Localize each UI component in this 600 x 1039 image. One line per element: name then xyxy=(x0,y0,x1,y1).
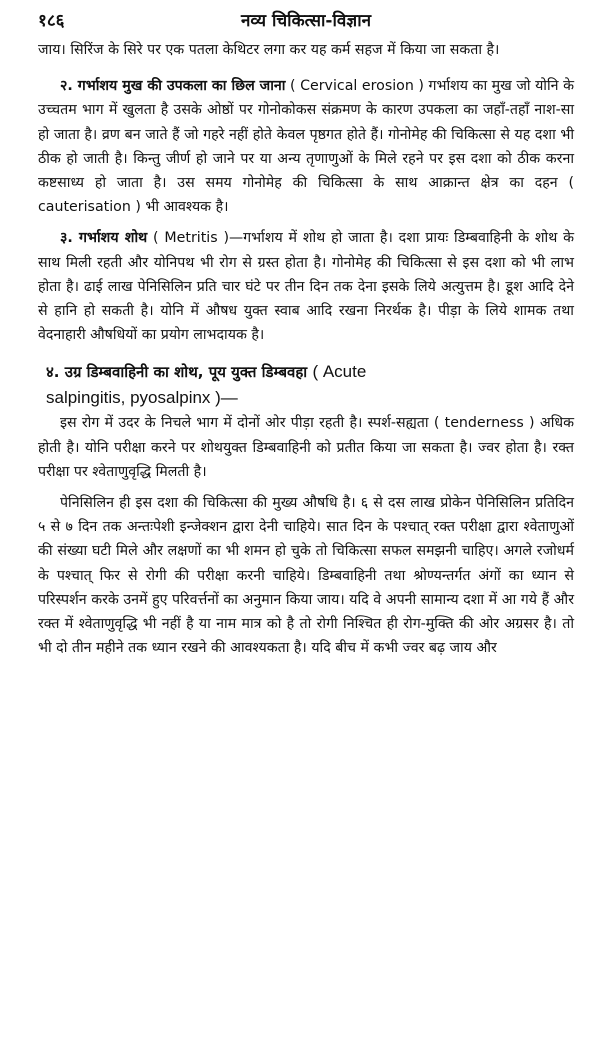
paragraph-catheter xyxy=(38,38,574,62)
section-heading: २. गर्भाशय मुख की उपकला का छिल जाना xyxy=(60,78,286,95)
running-title: नव्य चिकित्सा-विज्ञान xyxy=(240,11,372,31)
paragraph-text: जाय। सिरिंज के सिरे पर एक पतला केथिटर लगा कर यह कर्म सहज में किया जा सकता है। xyxy=(38,42,500,58)
section-heading-latin-1: ( Acute xyxy=(312,362,367,382)
section-heading xyxy=(46,359,574,385)
paragraph-salpingitis xyxy=(38,411,574,484)
page-header xyxy=(38,8,574,32)
section-metritis xyxy=(38,226,574,347)
section-cervical-erosion xyxy=(38,74,574,219)
paragraph-text: पेनिसिलिन ही इस दशा की चिकित्सा की मुख्य औषधि है। ६ से दस लाख प्रोकेन पेनिसिलिन प्रतिदिन ५ से ७ दिन तक अन्तःपेशी इन्जेक्शन द्वारा देनी चाहिये। सात दिन के पश्चात् रक्त परीक्षा द्वारा श्वेताणुओं की संख्या घटी मिले और लक्षणों का भी शमन हो चुके तो चिकित्सा सफल समझनी चाहिए। अगले रजोधर्म के पश्चात् फिर से रोगी की परीक्षा करनी चाहिये। डिम्बवाहिनी तथा श्रोण्यन्तर्गत अंगों का ध्यान से परिस्पर्शन करके उनमें हुए परिवर्त्तनों का अनुमान किया जाय। यदि वे अपनी सामान्य दशा में आ गये हैं और रक्त में श्वेताणुवृद्धि भी नहीं है या नाम मात्र को है तो रोगी निश्चित ही रोग-मुक्ति की ओर अग्रसर है। तो भी दो तीन महीने तक ध्यान रखने की आवश्यकता है। यदि बीच में कभी ज्वर बढ़ जाय और xyxy=(38,495,574,657)
paragraph-text: ( Cervical erosion ) गर्भाशय का मुख जो योनि के उच्चतम भाग में खुलता है उसके ओष्ठों पर गोनोकोकस संक्रमण के कारण उपकला का जहाँ-तहाँ नाश-सा हो जाता है। व्रण बन जाते हैं जो गहरे नहीं होते केवल पृष्ठगत होते हैं। गोनोमेह की चिकित्सा से यह दशा भी ठीक हो जाती है। किन्तु जीर्ण हो जाने पर या अन्य तृणाणुओं के मिले रहने पर इस दशा को ठीक करना कष्टसाध्य हो जाता है। उस समय गोनोमेह की चिकित्सा के साथ आक्रान्त क्षेत्र का दहन ( cauterisation ) भी आवश्यक है। xyxy=(38,78,574,216)
section-heading-hindi: ४. उग्र डिम्बवाहिनी का शोथ, पूय युक्त डिम्बवहा xyxy=(46,363,308,382)
paragraph-text: ( Metritis )—गर्भाशय में शोथ हो जाता है। दशा प्रायः डिम्बवाहिनी के शोथ के साथ मिली रहती और योनिपथ भी रोग से ग्रस्त होता है। गोनोमेह की चिकित्सा से इस दशा को भी लाभ होता है। ढाई लाख पेनिसिलिन प्रति चार घंटे पर तीन दिन तक देना इसके लिये अत्युत्तम है। डूश आदि देने से हानि हो सकती है। योनि में औषध युक्त स्वाब आदि रखना निरर्थक है। पीड़ा के लिये शामक तथा वेदनाहारी औषधियों का प्रयोग लाभदायक है। xyxy=(38,230,575,344)
paragraph-penicillin xyxy=(38,491,574,660)
paragraph-text: इस रोग में उदर के निचले भाग में दोनों ओर पीड़ा रहती है। स्पर्श-सह्यता ( tenderness ) अधिक होती है। योनि परीक्षा करने पर शोथयुक्त डिम्बवाहिनी को प्रतीत किया जा सकता है। ज्वर होता है। रक्त परीक्षा पर श्वेताणुवृद्धि मिलती है। xyxy=(38,415,574,480)
section-heading-latin-2: salpingitis, pyosalpinx )— xyxy=(46,388,238,408)
page-number: १८६ xyxy=(38,11,65,31)
section-salpingitis-heading xyxy=(38,359,574,411)
section-heading: ३. गर्भाशय शोथ xyxy=(60,230,148,247)
section-heading-cont xyxy=(46,385,574,411)
